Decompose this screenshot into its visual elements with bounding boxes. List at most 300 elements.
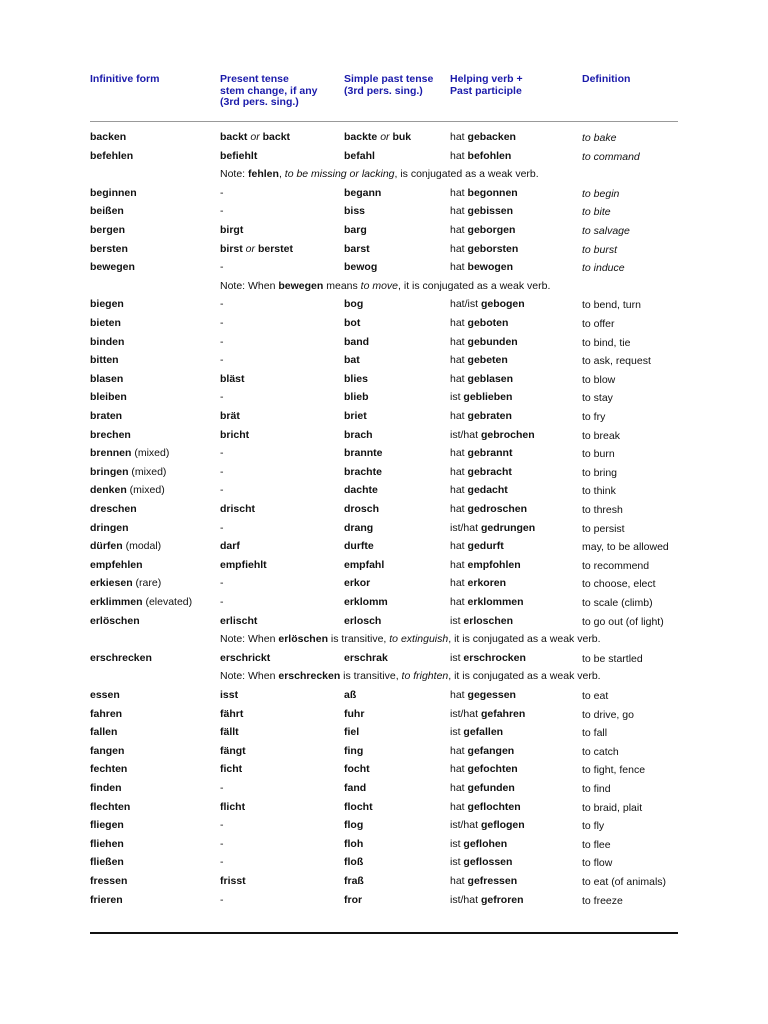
simple-past-cell — [344, 336, 369, 348]
helping-verb: ist/hat — [450, 708, 479, 720]
helping-verb: hat — [450, 763, 465, 775]
text-fragment: - — [220, 782, 224, 794]
text-fragment: bot — [344, 317, 361, 329]
participle-cell — [450, 261, 513, 273]
definition-cell: to go out (of light) — [582, 616, 664, 628]
helping-verb: hat — [450, 596, 465, 608]
present-tense-cell — [220, 577, 224, 589]
past-participle: begonnen — [467, 187, 518, 199]
participle-cell — [450, 410, 512, 422]
text-fragment: befiehlt — [220, 150, 258, 162]
text-fragment: biss — [344, 205, 366, 217]
simple-past-cell — [344, 447, 383, 459]
past-participle: gebacken — [467, 131, 516, 143]
definition-cell: to recommend — [582, 560, 650, 572]
definition-cell: to flow — [582, 857, 613, 869]
definition-cell: to blow — [582, 374, 616, 386]
infinitive: fangen — [90, 745, 125, 757]
definition-cell: to fry — [582, 411, 606, 423]
participle-cell — [450, 150, 511, 162]
conjugation-note — [220, 633, 601, 645]
infinitive: erkiesen — [90, 577, 133, 589]
participle-cell — [450, 540, 504, 552]
infinitive: backen — [90, 131, 127, 143]
infinitive: bitten — [90, 354, 119, 366]
simple-past-cell — [344, 466, 382, 478]
helping-verb: hat — [450, 410, 465, 422]
text-fragment: erklomm — [344, 596, 388, 608]
present-tense-cell — [220, 559, 267, 571]
conjugation-note — [220, 280, 550, 292]
text-fragment: - — [220, 484, 224, 496]
simple-past-cell — [344, 224, 367, 236]
conjugation-note — [220, 168, 539, 180]
text-fragment: drosch — [344, 503, 380, 515]
infinitive: frieren — [90, 894, 123, 906]
infinitive: fliegen — [90, 819, 124, 831]
simple-past-cell — [344, 298, 363, 310]
infinitive-cell — [90, 131, 126, 143]
header-line: stem change, if any — [220, 84, 318, 97]
text-fragment: birst — [220, 243, 243, 255]
helping-verb: hat — [450, 689, 465, 701]
infinitive: beißen — [90, 205, 124, 217]
participle-cell — [450, 615, 513, 627]
text-fragment: flocht — [344, 801, 373, 813]
participle-cell — [450, 187, 518, 199]
infinitive-cell — [90, 745, 124, 757]
infinitive-cell — [90, 150, 133, 162]
verb-qualifier: (modal) — [122, 540, 162, 552]
infinitive-cell — [90, 819, 124, 831]
header-line: (3rd pers. sing.) — [344, 84, 423, 97]
participle-cell — [450, 875, 517, 887]
past-participle: gefunden — [467, 782, 515, 794]
infinitive-cell — [90, 298, 124, 310]
text-fragment: backt — [262, 131, 291, 143]
text-fragment: - — [220, 205, 224, 217]
infinitive: binden — [90, 336, 125, 348]
helping-verb: hat — [450, 317, 465, 329]
simple-past-cell — [344, 373, 368, 385]
header-line: Definition — [582, 73, 631, 85]
helping-verb: hat — [450, 447, 465, 459]
infinitive-cell — [90, 856, 124, 868]
participle-cell — [450, 577, 506, 589]
verb-qualifier: (mixed) — [131, 447, 170, 459]
infinitive-cell — [90, 484, 165, 496]
infinitive: empfehlen — [90, 559, 143, 571]
past-participle: erloschen — [463, 615, 514, 627]
text-fragment: - — [220, 819, 224, 831]
past-participle: geflossen — [463, 856, 513, 868]
infinitive-cell — [90, 354, 119, 366]
text-fragment: bog — [344, 298, 364, 310]
past-participle: geblasen — [467, 373, 514, 385]
infinitive: erlöschen — [90, 615, 140, 627]
infinitive: brennen — [90, 447, 132, 459]
past-participle: geflohen — [463, 838, 508, 850]
helping-verb: hat — [450, 243, 465, 255]
present-tense-cell — [220, 708, 243, 720]
present-tense-cell — [220, 801, 245, 813]
text-fragment: dachte — [344, 484, 378, 496]
text-fragment: - — [220, 447, 224, 459]
present-tense-cell — [220, 689, 238, 701]
text-fragment: , it is conjugated as a weak verb. — [398, 280, 551, 292]
infinitive-cell — [90, 652, 152, 664]
text-fragment: barg — [344, 224, 367, 236]
text-fragment: Note: When — [220, 670, 279, 682]
helping-verb: hat — [450, 187, 465, 199]
infinitive: erklimmen — [90, 596, 143, 608]
past-participle: gedacht — [467, 484, 508, 496]
infinitive-cell — [90, 336, 124, 348]
definition-cell: to fly — [582, 820, 605, 832]
participle-cell — [450, 484, 508, 496]
simple-past-cell — [344, 410, 367, 422]
text-fragment: brach — [344, 429, 373, 441]
text-fragment: berstet — [257, 243, 293, 255]
text-fragment: - — [220, 894, 224, 906]
participle-cell — [450, 243, 518, 255]
definition-cell: to command — [582, 151, 640, 163]
text-fragment: buk — [392, 131, 412, 143]
present-tense-cell — [220, 317, 224, 329]
helping-verb: hat — [450, 205, 465, 217]
simple-past-cell — [344, 615, 381, 627]
definition-cell: to eat (of animals) — [582, 876, 667, 888]
infinitive: braten — [90, 410, 123, 422]
definition-cell: to salvage — [582, 225, 630, 237]
present-tense-cell — [220, 782, 224, 794]
text-fragment: fuhr — [344, 708, 365, 720]
text-fragment: - — [220, 354, 224, 366]
infinitive: erschrecken — [90, 652, 152, 664]
infinitive: bringen — [90, 466, 129, 478]
present-tense-cell — [220, 205, 224, 217]
infinitive: bersten — [90, 243, 128, 255]
past-participle: gedroschen — [467, 503, 528, 515]
past-participle: gefochten — [467, 763, 518, 775]
text-fragment: fährt — [220, 708, 244, 720]
text-fragment: ficht — [220, 763, 243, 775]
text-fragment: darf — [220, 540, 240, 552]
past-participle: gefallen — [463, 726, 504, 738]
definition-cell: to fight, fence — [582, 764, 646, 776]
text-fragment: drischt — [220, 503, 256, 515]
present-tense-cell — [220, 484, 224, 496]
text-fragment: is transitive, — [340, 670, 402, 682]
helping-verb: hat — [450, 540, 465, 552]
simple-past-cell — [344, 150, 375, 162]
infinitive: fliehen — [90, 838, 124, 850]
header-line: (3rd pers. sing.) — [220, 96, 299, 108]
header-past — [344, 74, 433, 97]
participle-cell — [450, 224, 515, 236]
text-fragment: durfte — [344, 540, 374, 552]
simple-past-cell — [344, 522, 373, 534]
definition-cell: to eat — [582, 690, 609, 702]
present-tense-cell — [220, 224, 243, 236]
simple-past-cell — [344, 559, 384, 571]
helping-verb: ist — [450, 838, 461, 850]
participle-cell — [450, 801, 521, 813]
simple-past-cell — [344, 652, 388, 664]
definition-cell: to braid, plait — [582, 802, 643, 814]
text-fragment: bat — [344, 354, 360, 366]
helping-verb: ist/hat — [450, 429, 479, 441]
text-fragment: - — [220, 856, 224, 868]
text-fragment: band — [344, 336, 370, 348]
text-fragment: empfahl — [344, 559, 385, 571]
text-fragment: bricht — [220, 429, 250, 441]
past-participle: gegessen — [467, 689, 516, 701]
header-line: Present tense — [220, 73, 289, 85]
text-fragment: bewog — [344, 261, 378, 273]
definition-cell: to catch — [582, 746, 619, 758]
simple-past-cell — [344, 745, 363, 757]
text-fragment: befahl — [344, 150, 375, 162]
present-tense-cell — [220, 726, 239, 738]
infinitive-cell — [90, 894, 123, 906]
infinitive: denken — [90, 484, 127, 496]
infinitive: fahren — [90, 708, 123, 720]
definition-cell: to find — [582, 783, 611, 795]
text-fragment: - — [220, 577, 224, 589]
present-tense-cell — [220, 447, 224, 459]
definition-cell: to burn — [582, 448, 615, 460]
text-fragment: - — [220, 522, 224, 534]
past-participle: erklommen — [467, 596, 524, 608]
text-fragment: begann — [344, 187, 382, 199]
text-fragment: brachte — [344, 466, 382, 478]
present-tense-cell — [220, 875, 246, 887]
present-tense-cell — [220, 354, 224, 366]
text-fragment: - — [220, 298, 224, 310]
simple-past-cell — [344, 782, 366, 794]
text-fragment: - — [220, 391, 224, 403]
header-line: Helping verb + — [450, 73, 523, 85]
table-bottom-rule — [90, 932, 678, 934]
infinitive-cell — [90, 726, 117, 738]
simple-past-cell — [344, 187, 381, 199]
past-participle: empfohlen — [467, 559, 521, 571]
past-participle: gefressen — [467, 875, 518, 887]
present-tense-cell — [220, 522, 224, 534]
definition-cell: to bake — [582, 132, 617, 144]
definition-cell: to drive, go — [582, 709, 634, 721]
helping-verb: hat — [450, 484, 465, 496]
text-fragment: floh — [344, 838, 364, 850]
present-tense-cell — [220, 243, 293, 255]
text-fragment: fängt — [220, 745, 246, 757]
infinitive-cell — [90, 224, 125, 236]
text-fragment: - — [220, 466, 224, 478]
present-tense-cell — [220, 131, 290, 143]
header-line: Infinitive form — [90, 73, 160, 85]
header-helping — [450, 74, 523, 97]
infinitive: brechen — [90, 429, 131, 441]
text-fragment: - — [220, 838, 224, 850]
text-fragment: erkor — [344, 577, 371, 589]
infinitive: essen — [90, 689, 120, 701]
text-fragment: erschrickt — [220, 652, 271, 664]
text-fragment: fing — [344, 745, 364, 757]
text-fragment: to be missing or lacking — [284, 168, 395, 180]
definition-cell: to break — [582, 430, 620, 442]
conjugation-note — [220, 670, 601, 682]
present-tense-cell — [220, 336, 224, 348]
text-fragment: isst — [220, 689, 239, 701]
text-fragment: aß — [344, 689, 357, 701]
text-fragment: erlosch — [344, 615, 382, 627]
text-fragment: frisst — [220, 875, 246, 887]
infinitive-cell — [90, 373, 123, 385]
past-participle: gebrannt — [467, 447, 513, 459]
present-tense-cell — [220, 540, 240, 552]
text-fragment: erlischt — [220, 615, 258, 627]
text-fragment: backte — [344, 131, 378, 143]
helping-verb: hat — [450, 150, 465, 162]
infinitive-cell — [90, 410, 122, 422]
simple-past-cell — [344, 801, 373, 813]
present-tense-cell — [220, 856, 224, 868]
past-participle: bewogen — [467, 261, 514, 273]
simple-past-cell — [344, 503, 379, 515]
past-participle: gefangen — [467, 745, 515, 757]
infinitive-cell — [90, 429, 131, 441]
definition-cell: to flee — [582, 839, 611, 851]
participle-cell — [450, 782, 515, 794]
helping-verb: hat — [450, 875, 465, 887]
helping-verb: hat — [450, 782, 465, 794]
definition-cell: to fall — [582, 727, 608, 739]
present-tense-cell — [220, 596, 224, 608]
text-fragment: , it is conjugated as a weak verb. — [448, 670, 601, 682]
infinitive-cell — [90, 522, 129, 534]
infinitive: bieten — [90, 317, 121, 329]
present-tense-cell — [220, 745, 246, 757]
participle-cell — [450, 596, 524, 608]
simple-past-cell — [344, 243, 370, 255]
text-fragment: , — [278, 168, 285, 180]
participle-cell — [450, 373, 513, 385]
helping-verb: ist/hat — [450, 894, 479, 906]
definition-cell: to bring — [582, 467, 618, 479]
text-fragment: focht — [344, 763, 370, 775]
infinitive-cell — [90, 503, 137, 515]
text-fragment: briet — [344, 410, 367, 422]
participle-cell — [450, 745, 514, 757]
infinitive: fließen — [90, 856, 124, 868]
text-fragment: birgt — [220, 224, 244, 236]
text-fragment: backt — [220, 131, 248, 143]
infinitive-cell — [90, 540, 161, 552]
past-participle: gefahren — [480, 708, 526, 720]
definition-cell: to ask, request — [582, 355, 651, 367]
text-fragment: erlöschen — [278, 633, 328, 645]
text-fragment: , it is conjugated as a weak verb. — [448, 633, 601, 645]
simple-past-cell — [344, 429, 373, 441]
simple-past-cell — [344, 894, 362, 906]
infinitive-cell — [90, 708, 122, 720]
helping-verb: ist — [450, 391, 461, 403]
definition-cell: to offer — [582, 318, 615, 330]
present-tense-cell — [220, 503, 255, 515]
simple-past-cell — [344, 261, 377, 273]
header-line: Simple past tense — [344, 73, 434, 85]
simple-past-cell — [344, 354, 360, 366]
text-fragment: , is conjugated as a weak verb. — [394, 168, 539, 180]
past-participle: gebrochen — [480, 429, 535, 441]
definition-cell: to thresh — [582, 504, 623, 516]
infinitive: biegen — [90, 298, 124, 310]
helping-verb: hat — [450, 261, 465, 273]
helping-verb: hat — [450, 224, 465, 236]
past-participle: geborsten — [467, 243, 519, 255]
simple-past-cell — [344, 596, 388, 608]
simple-past-cell — [344, 819, 363, 831]
present-tense-cell — [220, 819, 224, 831]
text-fragment: Note: — [220, 168, 249, 180]
infinitive-cell — [90, 391, 127, 403]
definition-cell: to bite — [582, 206, 611, 218]
definition-cell: to scale (climb) — [582, 597, 653, 609]
participle-cell — [450, 354, 508, 366]
helping-verb: hat/ist — [450, 298, 479, 310]
definition-cell: to be startled — [582, 653, 643, 665]
text-fragment: flog — [344, 819, 364, 831]
helping-verb: hat — [450, 559, 465, 571]
infinitive: bergen — [90, 224, 126, 236]
helping-verb: hat — [450, 801, 465, 813]
participle-cell — [450, 131, 516, 143]
present-tense-cell — [220, 838, 224, 850]
infinitive: flechten — [90, 801, 131, 813]
infinitive: dürfen — [90, 540, 123, 552]
infinitive-cell — [90, 615, 140, 627]
text-fragment: brannte — [344, 447, 383, 459]
definition-cell: to bend, turn — [582, 299, 641, 311]
text-fragment: or — [247, 131, 263, 143]
infinitive: bewegen — [90, 261, 135, 273]
definition-cell: to choose, elect — [582, 578, 656, 590]
text-fragment: barst — [344, 243, 370, 255]
definition-cell: to think — [582, 485, 616, 497]
infinitive-cell — [90, 317, 121, 329]
simple-past-cell — [344, 763, 370, 775]
simple-past-cell — [344, 205, 365, 217]
participle-cell — [450, 726, 503, 738]
present-tense-cell — [220, 391, 224, 403]
definition-cell: to begin — [582, 188, 620, 200]
infinitive-cell — [90, 243, 128, 255]
text-fragment: bewegen — [278, 280, 324, 292]
text-fragment: fraß — [344, 875, 364, 887]
text-fragment: brät — [220, 410, 240, 422]
verb-qualifier: (rare) — [132, 577, 162, 589]
simple-past-cell — [344, 726, 359, 738]
participle-cell — [450, 763, 518, 775]
definition-cell: to bind, tie — [582, 337, 631, 349]
infinitive-cell — [90, 187, 137, 199]
text-fragment: floß — [344, 856, 364, 868]
text-fragment: is transitive, — [327, 633, 390, 645]
definition-cell: may, to be allowed — [582, 541, 669, 553]
header-infinitive — [90, 74, 159, 86]
simple-past-cell — [344, 317, 360, 329]
